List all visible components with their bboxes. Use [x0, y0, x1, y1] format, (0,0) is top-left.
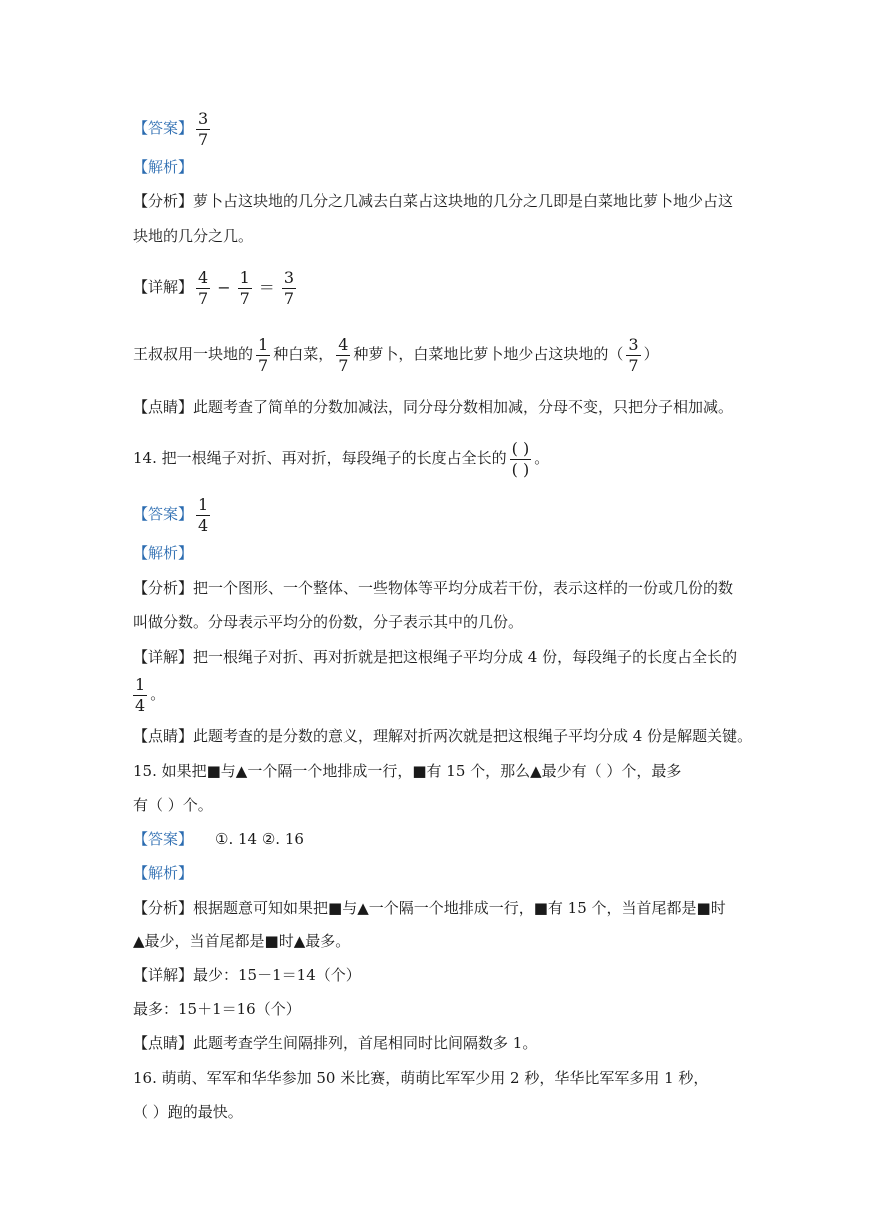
- dianjing-tag: 【点睛】: [133, 398, 194, 416]
- fenxi-text: 把一个图形、一个整体、一些物体等平均分成若干份，表示这样的一份或几份的数: [193, 579, 734, 597]
- dianjing-text: 此题考查了简单的分数加减法，同分母分数相加减，分母不变，只把分子相加减。: [193, 398, 734, 416]
- q15-xiangjie-line1: [133, 965, 741, 985]
- answer-text: ①. 14 ②. 16: [215, 830, 304, 848]
- equals-sign: ＝: [258, 278, 275, 297]
- q15-question-line2: 有（ ）个。: [133, 796, 213, 814]
- q14-xiangjie-line2: [133, 672, 741, 716]
- q16-question-line2: （ ）跑的最快。: [133, 1103, 243, 1121]
- fenxi-text: 根据题意可知如果把■与▲一个隔一个地排成一行，■有 15 个，当首尾都是■时: [193, 899, 726, 917]
- q13-fenxi-line1: [133, 191, 741, 211]
- q14-fenxi-line1: [133, 578, 741, 598]
- q13-answer-line: [133, 108, 741, 148]
- question-text: 14. 把一根绳子对折、再对折，每段绳子的长度占全长的: [133, 449, 507, 467]
- q14-fenxi-line2: 叫做分数。分母表示平均分的份数，分子表示其中的几份。: [133, 613, 524, 631]
- q13-xiangjie-equation: [133, 266, 741, 308]
- q13-fenxi-line2: 块地的几分之几。: [133, 227, 254, 245]
- fenxi-tag: 【分析】: [133, 579, 194, 597]
- q14-analysis-tag: 【解析】: [133, 544, 194, 562]
- sentence-part: 种白菜，: [273, 345, 334, 363]
- answer-tag: 【答案】: [133, 119, 194, 137]
- fenxi-tag: 【分析】: [133, 899, 194, 917]
- q15-dianjing: [133, 1033, 741, 1053]
- q13-sentence: [133, 332, 741, 376]
- xiangjie-tag: 【详解】: [133, 648, 194, 666]
- xiangjie-tag: 【详解】: [133, 966, 194, 984]
- dianjing-tag: 【点睛】: [133, 1034, 194, 1052]
- fraction-4-7: $\frac{4}{7}$: [198, 267, 209, 308]
- dianjing-text: 此题考查学生间隔排列，首尾相同时比间隔数多 1。: [193, 1034, 538, 1052]
- fraction-4-7: $\frac{4}{7}$: [338, 334, 349, 375]
- q13-analysis-tag: 【解析】: [133, 158, 194, 176]
- dianjing-tag: 【点睛】: [133, 727, 194, 745]
- q14-answer-line: [133, 494, 741, 534]
- q15-analysis-tag: 【解析】: [133, 864, 194, 882]
- dianjing-text: 此题考查的是分数的意义，理解对折两次就是把这根绳子平均分成 4 份是解题关键。: [193, 727, 753, 745]
- sentence-part: ）: [643, 345, 659, 363]
- fraction-3-7: $\frac{3}{7}$: [283, 267, 294, 308]
- xiangjie-tag: 【详解】: [133, 278, 194, 296]
- q15-answer-line: [133, 829, 741, 849]
- q14-xiangjie-line1: [133, 647, 741, 667]
- xiangjie-text: 把一根绳子对折、再对折就是把这根绳子平均分成 4 份，每段绳子的长度占全长的: [193, 648, 738, 666]
- q14-question: [133, 434, 741, 482]
- answer-fraction: $\frac{3}{7}$: [198, 108, 209, 149]
- q13-dianjing: [133, 397, 741, 417]
- fraction-1-4: $\frac{1}{4}$: [135, 674, 146, 715]
- answer-fraction: $\frac{1}{4}$: [198, 494, 209, 535]
- xiangjie-end: 。: [150, 685, 166, 703]
- fenxi-text: 萝卜占这块地的几分之几减去白菜占这块地的几分之几即是白菜地比萝卜地少占这: [193, 192, 734, 210]
- question-end: 。: [534, 449, 550, 467]
- q14-dianjing: [133, 726, 753, 746]
- sentence-part: 王叔叔用一块地的: [133, 345, 254, 363]
- answer-tag: 【答案】: [133, 830, 194, 848]
- sentence-part: 种萝卜，白菜地比萝卜地少占这块地的（: [353, 345, 624, 363]
- fraction-3-7: $\frac{3}{7}$: [628, 334, 639, 375]
- xiangjie-text: 最少：15－1＝14（个）: [193, 966, 361, 984]
- q15-fenxi-line1: [133, 898, 741, 918]
- q16-question-line1: 16. 萌萌、军军和华华参加 50 米比赛，萌萌比军军少用 2 秒，华华比军军多用 1 秒，: [133, 1069, 709, 1087]
- fraction-1-7: $\frac{1}{7}$: [258, 334, 269, 375]
- q15-xiangjie-line2: 最多：15＋1＝16（个）: [133, 1000, 301, 1018]
- q15-question-line1: 15. 如果把■与▲一个隔一个地排成一行，■有 15 个，那么▲最少有（ ）个，最多: [133, 762, 682, 780]
- answer-tag: 【答案】: [133, 505, 194, 523]
- q15-fenxi-line2: ▲最少，当首尾都是■时▲最多。: [133, 932, 351, 950]
- fraction-1-7: $\frac{1}{7}$: [239, 267, 250, 308]
- fenxi-tag: 【分析】: [133, 192, 194, 210]
- blank-fraction[interactable]: $\frac{( )}{( )}$: [511, 438, 530, 479]
- minus-sign: −: [217, 278, 231, 297]
